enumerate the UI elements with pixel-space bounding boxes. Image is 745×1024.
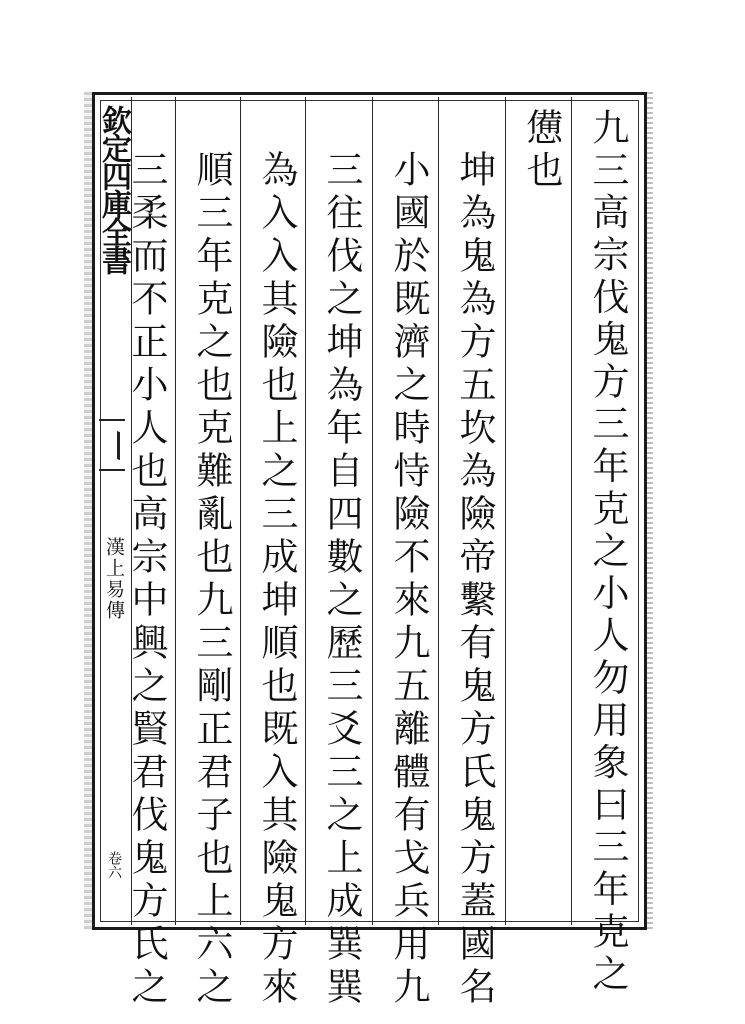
text-column-4: 小國於既濟之時恃險不來九五離體有戈兵用九 xyxy=(387,150,430,1010)
text-column-3: 坤為鬼為方五坎為險帝繫有鬼方氏鬼方蓋國名 xyxy=(453,150,496,1010)
column-rule xyxy=(571,97,572,925)
page-edge-left xyxy=(84,92,92,930)
column-rule xyxy=(505,97,506,925)
margin-volume-title: 漢上易傳 xyxy=(103,537,125,621)
page-edge-right xyxy=(647,92,653,930)
text-column-1: 九三高宗伐鬼方三年克之小人勿用象曰三年克之 xyxy=(586,108,629,997)
text-column-2: 憊也 xyxy=(520,108,563,193)
text-column-7: 順三年克之也克難亂也九三剛正君子也上六之 xyxy=(190,150,233,1010)
margin-page-number: 卷六 xyxy=(106,851,122,879)
margin-book-title: 欽定四庫全書 xyxy=(96,105,131,273)
column-rule xyxy=(372,97,373,925)
column-rule xyxy=(438,97,439,925)
text-column-5: 三往伐之坤為年自四數之歷三爻三之上成巽巽 xyxy=(320,150,363,1010)
text-column-8: 三柔而不正小人也高宗中興之賢君伐鬼方氏之 xyxy=(125,150,168,1010)
text-column-6: 為入入其險也上之三成坤順也既入其險鬼方來 xyxy=(255,150,298,1010)
